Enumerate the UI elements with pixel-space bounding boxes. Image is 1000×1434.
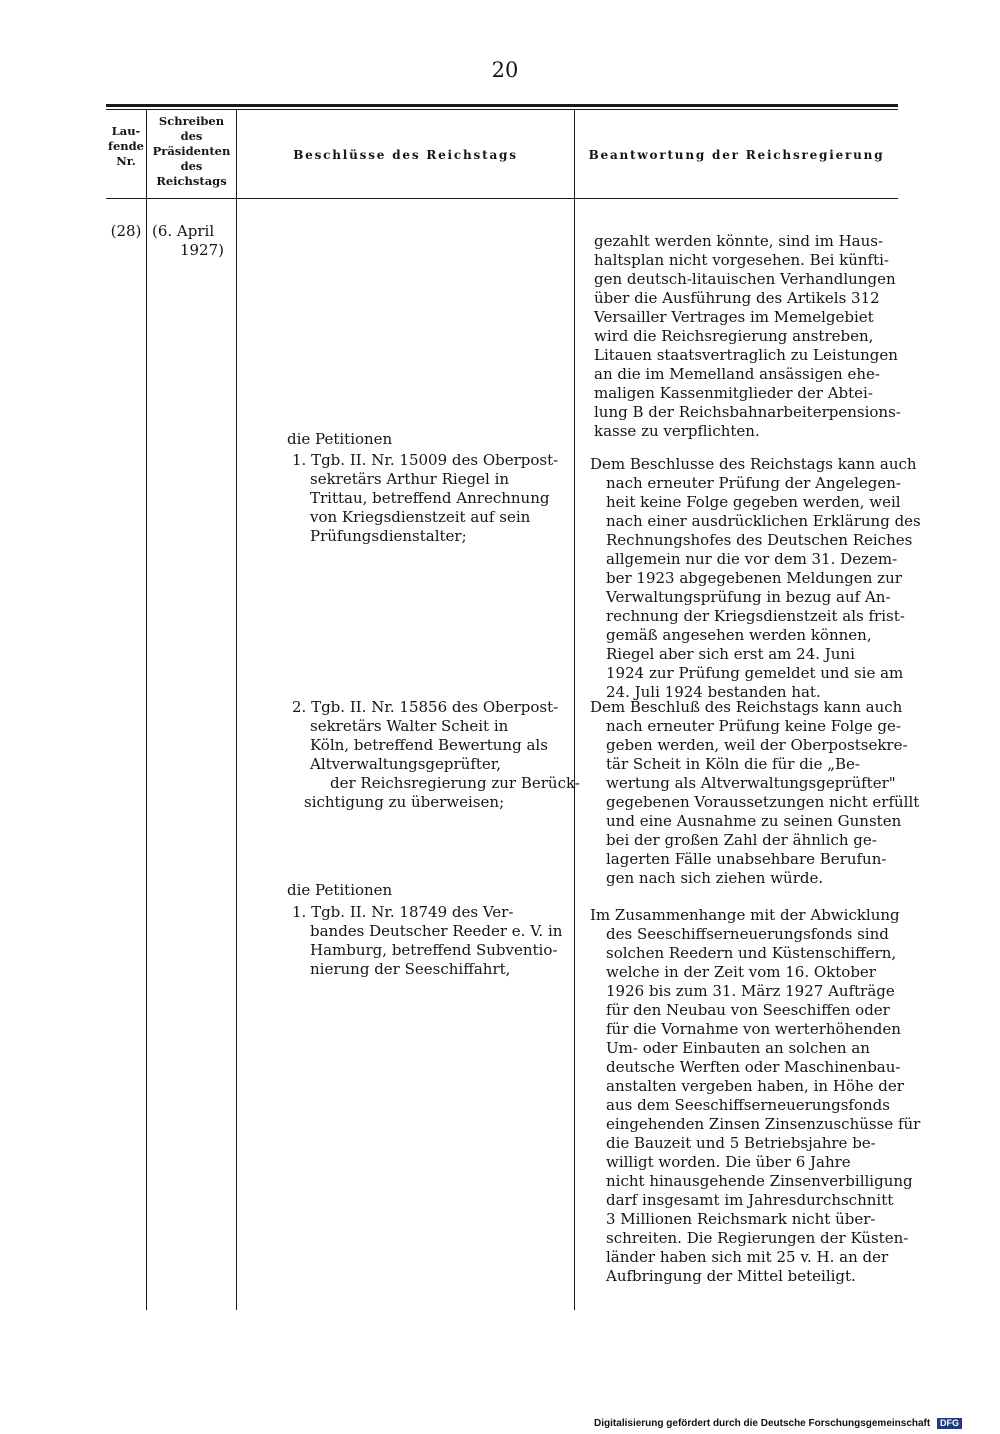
column-divider-1 <box>146 110 147 1310</box>
dfg-logo: DFG <box>937 1418 962 1429</box>
table-top-rule <box>106 104 898 107</box>
answer-continued: gezahlt werden könnte, sind im Haus- haltsplan nicht vorgesehen. Bei künfti- gen deutsch-litauischen Verhandlungen über die Ausführung des Artikels 312 Versailler Vertrages im Memelgebiet wird die Reichsregierung anstreben, Litauen staatsvertraglich zu Leistungen an die im Memelland ansässigen ehe- maligen Kassenmitglieder der Abtei- lung B der Reichsbahnarbeiterpensions- kasse zu verpflichten. <box>594 232 901 440</box>
header-col-schreiben: Schreiben des Präsidenten des Reichstags <box>152 114 231 188</box>
header-col-beantwortung: Beantwortung der Reichsregierung <box>588 148 885 162</box>
petition-3: 1. Tgb. II. Nr. 18749 des Ver- bandes Deutscher Reeder e. V. in Hamburg, betreffend Subventio- nierung der Seeschiffahrt, <box>292 903 563 978</box>
row-number: (28) <box>110 222 142 240</box>
footer-text: Digitalisierung gefördert durch die Deutsche Forschungsgemeinschaft <box>594 1418 931 1430</box>
table-top-rule-thin <box>106 109 898 110</box>
column-divider-3 <box>574 110 575 1310</box>
header-bottom-rule <box>106 198 898 199</box>
petitions-heading-1: die Petitionen <box>287 430 393 448</box>
resolution-2: der Reichsregierung zur Berück- sichtigung zu überweisen; <box>304 774 580 811</box>
letter-date: (6. April 1927) <box>152 222 224 259</box>
digitization-footer <box>594 1418 962 1429</box>
page-number: 20 <box>491 58 519 82</box>
petition-2: 2. Tgb. II. Nr. 15856 des Oberpost- sekretärs Walter Scheit in Köln, betreffend Bewertung als Altverwaltungsgeprüfter, <box>292 698 559 773</box>
column-divider-2 <box>236 110 237 1310</box>
header-col-beschluesse: Beschlüsse des Reichstags <box>293 148 518 162</box>
header-col-lfd-nr: Lau- fende Nr. <box>108 124 144 168</box>
answer-3: Im Zusammenhange mit der Abwicklung des Seeschiffserneuerungsfonds sind solchen Reedern und Küstenschiffern, welche in der Zeit vom 16. Oktober 1926 bis zum 31. März 1927 Aufträge für den Neubau von Seeschiffen oder für die Vornahme von werterhöhenden Um- oder Einbauten an solchen an deutsche Werften oder Maschinenbau- anstalten vergeben haben, in Höhe der aus dem Seeschiffserneuerungsfonds eingehenden Zinsen Zinsenzuschüsse für die Bauzeit und 5 Betriebsjahre be- willigt worden. Die über 6 Jahre nicht hinausgehende Zinsenverbilligung darf insgesamt im Jahresdurchschnitt 3 Millionen Reichsmark nicht über- schreiten. Die Regierungen der Küsten- länder haben sich mit 25 v. H. an der Aufbringung der Mittel beteiligt. <box>590 906 921 1285</box>
petitions-heading-2: die Petitionen <box>287 881 393 899</box>
answer-1: Dem Beschlusse des Reichstags kann auch nach erneuter Prüfung der Angelegen- heit keine Folge gegeben werden, weil nach einer ausdrücklichen Erklärung des Rechnungshofes des Deutschen Reiches allgemein nur die vor dem 31. Dezem- ber 1923 abgegebenen Meldungen zur Verwaltungsprüfung in bezug auf An- rechnung der Kriegsdienstzeit als frist- gemäß angesehen werden können, Riegel aber sich erst am 24. Juni 1924 zur Prüfung gemeldet und sie am 24. Juli 1924 bestanden hat. <box>590 455 921 701</box>
petition-1: 1. Tgb. II. Nr. 15009 des Oberpost- sekretärs Arthur Riegel in Trittau, betreffend Anrechnung von Kriegsdienstzeit auf sein Prüfungsdienstalter; <box>292 451 559 545</box>
answer-2: Dem Beschluß des Reichstags kann auch nach erneuter Prüfung keine Folge ge- geben werden, weil der Oberpostsekre- tär Scheit in Köln die für die „Be- wertung als Altverwaltungsgeprüfter" gegebenen Voraussetzungen nicht erfüllt und eine Ausnahme zu seinen Gunsten bei der großen Zahl der ähnlich ge- lagerten Fälle unabsehbare Berufun- gen nach sich ziehen würde. <box>590 698 920 887</box>
